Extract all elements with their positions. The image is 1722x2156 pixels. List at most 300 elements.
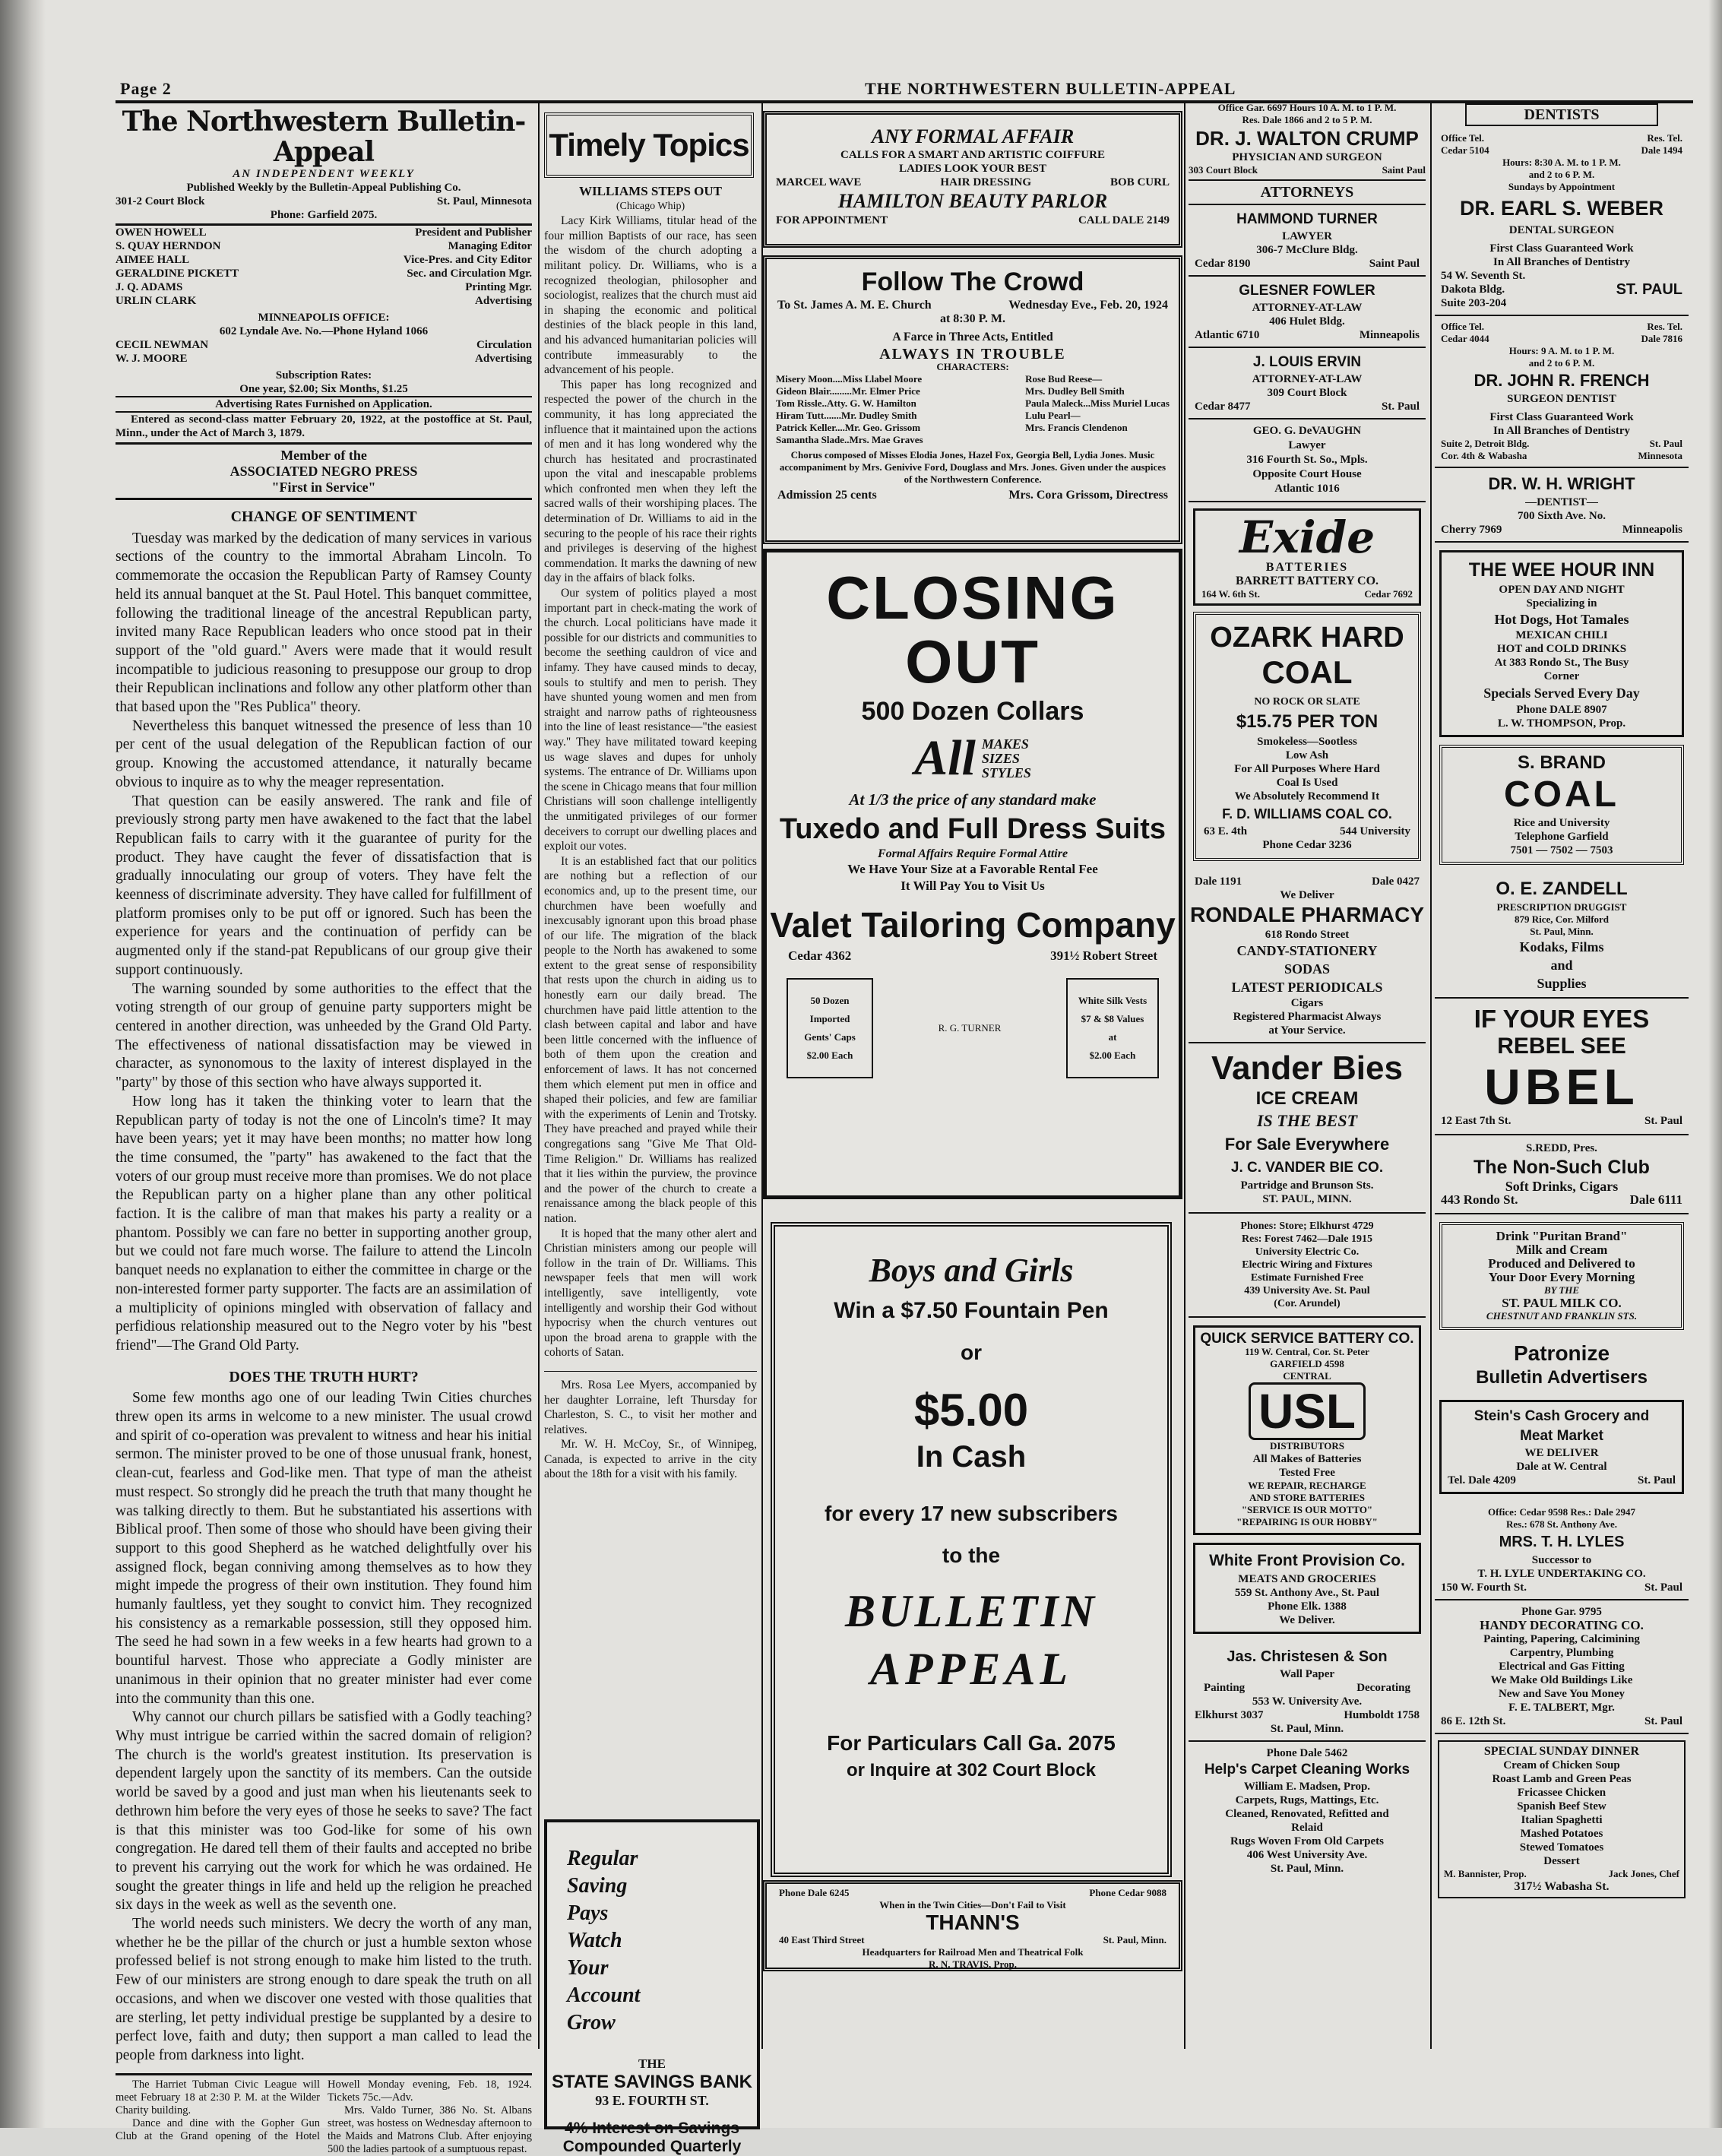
electric-line: Estimate Furnished Free (1250, 1272, 1364, 1284)
christesen-name: Jas. Christesen & Son (1227, 1648, 1388, 1665)
dinner-item: Mashed Potatoes (1520, 1828, 1603, 1840)
valet-makes: MAKES (981, 736, 1029, 752)
crowd-admission: Admission 25 cents (777, 489, 877, 502)
milk-line-1: Drink "Puritan Brand" (1496, 1229, 1628, 1243)
valet-out: OUT (905, 628, 1040, 695)
staff-name: AIMEE HALL (116, 254, 190, 266)
staff-role: Printing Mgr. (465, 281, 532, 293)
usl-distributors: DISTRIBUTORS (1269, 1440, 1345, 1452)
notice-item: Dance and dine with the Gopher Gun Club at the Grand opening of the Hotel Howell Monday evening, Feb. 18, 1924. Tickets 75c.—Adv. (116, 2078, 532, 2142)
whitefront-line-3: Phone Elk. 1388 (1268, 1600, 1347, 1613)
attorney-city: Minneapolis (1359, 329, 1420, 341)
bank-slogan-line: Regular (567, 1847, 638, 1870)
ozark-price: $15.75 PER TON (1236, 711, 1379, 732)
helps-line-6: 406 West University Ave. (1246, 1849, 1368, 1861)
university-electric-ad (1189, 1214, 1426, 1318)
weehour-line-3: Hot Dogs, Hot Tamales (1494, 612, 1629, 627)
nonsuch-address: 443 Rondo St. (1441, 1192, 1518, 1207)
vanderbies-line-1: ICE CREAM (1255, 1088, 1359, 1109)
usl-phone: GARFIELD 4598 (1270, 1358, 1344, 1369)
crump-city: Saint Paul (1382, 164, 1426, 176)
column-rule (538, 103, 540, 2049)
ubel-line-1: IF YOUR EYES (1474, 1005, 1650, 1033)
weber-address-1: 54 W. Seventh St. (1441, 270, 1526, 282)
weber-hours-3: Sundays by Appointment (1508, 181, 1616, 192)
electric-line: Electric Wiring and Fixtures (1242, 1259, 1372, 1271)
helps-line-5: Rugs Woven From Old Carpets (1230, 1835, 1384, 1847)
contest-call: For Particulars Call Ga. 2075 (827, 1731, 1116, 1755)
editorial-paragraph: Nevertheless this banquet witnessed the presence of less than 10 per cent of the usual delegation of the Republican faction of our group. Knowing the accustomed attendance, it naturally became obvious to inquire as to why the meager representation. (116, 717, 532, 790)
attorney-listing (1189, 348, 1426, 419)
rondale-line-5: Registered Pharmacist Always (1233, 1011, 1382, 1023)
handy-line-2: Painting, Papering, Calcimining (1483, 1633, 1640, 1645)
christesen-line-2: Painting (1204, 1682, 1246, 1694)
anp-name: ASSOCIATED NEGRO PRESS (229, 464, 418, 479)
ubel-address: 12 East 7th St. (1441, 1115, 1511, 1127)
weber-city: ST. PAUL (1616, 281, 1682, 298)
dinner-item: Roast Lamb and Green Peas (1492, 1773, 1632, 1785)
ozark-address-2: 544 University (1340, 825, 1410, 837)
thanns-ad (763, 1880, 1182, 1971)
stein-line-1: Stein's Cash Grocery and (1474, 1408, 1650, 1424)
valet-caps-box (787, 978, 873, 1078)
thann-city: St. Paul, Minn. (1103, 1934, 1166, 1945)
devaughn-line: GEO. G. DeVAUGHN (1252, 425, 1362, 437)
nonsuch-pres: S.REDD, Pres. (1526, 1142, 1597, 1154)
attorney-name: J. LOUIS ERVIN (1252, 354, 1362, 370)
milk-line-6: ST. PAUL MILK CO. (1502, 1296, 1622, 1310)
staff-row (116, 280, 532, 294)
article-paragraph: It is hoped that the many other alert and Christian ministers among our people will follow in the train of Dr. Williams. This newspaper feels that men will work intelligently, save intelligently, vote intelligently and worship their God without hypocrisy when the church ventures out upon the broad arena to grapple with the cohorts of Satan. (544, 1227, 757, 1360)
staff-role: Advertising (475, 295, 532, 307)
usl-central: CENTRAL (1283, 1370, 1331, 1382)
thann-address: 40 East Third Street (779, 1934, 865, 1945)
anp-motto: "First in Service" (116, 480, 532, 500)
handy-line-3: Carpentry, Plumbing (1509, 1647, 1614, 1659)
exide-sub: BATTERIES (1265, 561, 1349, 574)
page-number: Page 2 (120, 79, 172, 98)
cast-member: Hiram Tutt.......Mr. Dudley Smith (776, 410, 917, 421)
editorial-paragraph: Tuesday was marked by the dedication of many services in various sections of the country to the immortal Abraham Lincoln. To commemorate the occasion the Republican Party of Ramsey County held its annual banquet at the St. Paul Hotel. This banquet committee, following the traditional lineage of the ancestral Republican party, invited many Race Republican leaders who once stood pat in their support of the "old guard." Avers were made that it would result incompatible to judicious reasoning to presuppose our group to drop their Republican inclinations and follow any other platform other than that based upon the "Res Publica" theory. (116, 530, 532, 716)
cast-member: Mrs. Dudley Bell Smith (1025, 385, 1125, 397)
cast-member: Rose Bud Reese— (1025, 373, 1103, 385)
running-head: THE NORTHWESTERN BULLETIN-APPEAL (865, 79, 1236, 98)
electric-line: Phones: Store; Elkhurst 4729 (1240, 1220, 1374, 1232)
bank-slogan-line: Grow (567, 2011, 616, 2034)
whitefront-line-2: 559 St. Anthony Ave., St. Paul (1234, 1587, 1380, 1599)
zandell-line-1: PRESCRIPTION DRUGGIST (1496, 901, 1627, 913)
editorial-column (116, 106, 532, 2155)
weehour-line-9: Phone DALE 8907 (1516, 704, 1607, 716)
crump-office-hours: Office Gar. 6697 Hours 10 A. M. to 1 P. M. (1217, 102, 1397, 113)
attorney-city: St. Paul (1381, 400, 1420, 413)
crump-address: 303 Court Block (1189, 164, 1258, 176)
thann-hq: Headquarters for Railroad Men and Theatrical Folk (862, 1946, 1084, 1958)
contest-or: or (961, 1341, 982, 1364)
vanderbies-line-3: For Sale Everywhere (1224, 1135, 1390, 1154)
french-name: DR. JOHN R. FRENCH (1474, 371, 1650, 390)
thann-phone-1: Phone Dale 6245 (779, 1887, 850, 1898)
lyles-city: St. Paul (1644, 1581, 1682, 1594)
stein-line-2: Meat Market (1520, 1428, 1603, 1444)
french-address-1: Suite 2, Detroit Bldg. (1441, 438, 1530, 449)
contest-inquire: or Inquire at 302 Court Block (846, 1760, 1097, 1781)
state-savings-bank-ad (544, 1819, 760, 2155)
ozark-company: F. D. WILLIAMS COAL CO. (1222, 806, 1392, 822)
crowd-farce: A Farce in Three Acts, Entitled (892, 331, 1053, 344)
weehour-line-8: Specials Served Every Day (1483, 685, 1640, 701)
valet-rental: We Have Your Size at a Favorable Rental Fee (847, 862, 1098, 876)
rondale-line-2: SODAS (1284, 961, 1331, 977)
attorneys-head: ATTORNEYS (1189, 181, 1426, 205)
vanderbies-line-2: IS THE BEST (1256, 1111, 1358, 1130)
editorial-1-body (116, 530, 532, 1356)
helps-name: Help's Carpet Cleaning Works (1204, 1762, 1410, 1778)
attorney-listing (1189, 277, 1426, 348)
thann-tagline: When in the Twin Cities—Don't Fail to Visit (879, 1899, 1066, 1911)
devaughn-line: Opposite Court House (1252, 468, 1362, 480)
hamilton-line-2: CALLS FOR A SMART AND ARTISTIC COIFFURE (840, 149, 1105, 161)
crowd-characters-head: CHARACTERS: (936, 361, 1009, 372)
mpls-office-head: MINNEAPOLIS OFFICE: (258, 312, 390, 324)
valet-name: Valet Tailoring Company (770, 905, 1176, 945)
article-title: WILLIAMS STEPS OUT (579, 184, 722, 198)
rates: One year, $2.00; Six Months, $1.25 (116, 382, 532, 397)
zandell-line-5: and (1550, 958, 1573, 973)
staff-name: GERALDINE PICKETT (116, 268, 239, 280)
column-rule (1184, 103, 1185, 2049)
weber-office-phone: Cedar 5104 (1441, 144, 1489, 156)
weber-office-label: Office Tel. (1441, 132, 1485, 144)
bank-slogan-line: Saving (567, 1874, 628, 1898)
electric-line: (Cor. Arundel) (1274, 1298, 1341, 1309)
dinner-item: Dessert (1543, 1855, 1580, 1867)
rondale-phone-2: Dale 0427 (1372, 875, 1420, 888)
editorial-paragraph: Why cannot our church pillars be satisfied with a Godly teaching? Why must intrigue be carried within the sacred domain of religion? The church is the world's greatest institution. Its preservation is dependent largely upon the sanctity of its members. Can the outside world be saved by a good and just man when his lieutenants seek to dethrown him before the very eyes of those he seeks to save? The fact is that this minister was too God-like for some of his own congregation. He dared tell them of their faults and accepted no bribe to prevent his carrying out the work for which he was ordained. He sought the greater things in life and held up the religion he preached six days in the week as well as the seventh one. (116, 1709, 532, 1914)
dinner-item: Fricassee Chicken (1517, 1787, 1606, 1799)
valet-vests-line: at (1108, 1031, 1117, 1043)
dinner-menu (1439, 1759, 1684, 1868)
local-item: Mrs. Rosa Lee Myers, accompanied by her daughter Lorraine, left Thursday for Charleston, S. C., to visit her mother and relatives. (544, 1378, 757, 1436)
exide-company: BARRETT BATTERY CO. (1235, 575, 1379, 587)
french-hours-2: and 2 to 6 P. M. (1528, 357, 1595, 369)
french-work-2: In All Branches of Dentistry (1493, 425, 1630, 437)
crump-res: Res. Dale 1866 and 2 to 5 P. M. (1242, 114, 1372, 125)
dinner-chef: Jack Jones, Chef (1608, 1868, 1679, 1879)
masthead-title: The Northwestern Bulletin-Appeal (122, 106, 526, 168)
crump-title: PHYSICIAN AND SURGEON (1232, 151, 1382, 163)
notices (116, 2073, 532, 2156)
contest-to-the: to the (942, 1543, 1001, 1567)
local-news (544, 1371, 757, 1482)
lyles-address: 150 W. Fourth St. (1441, 1581, 1527, 1594)
vanderbies-city: ST. PAUL, MINN. (1262, 1193, 1352, 1205)
weehour-line-10: L. W. THOMPSON, Prop. (1497, 717, 1626, 730)
thann-name: THANN'S (926, 1911, 1020, 1934)
valet-tailoring-ad (763, 549, 1182, 1199)
attorney-title: LAWYER (1282, 230, 1332, 242)
thann-prop: R. N. TRAVIS, Prop. (929, 1958, 1017, 1970)
stein-line-4: Dale at W. Central (1516, 1461, 1607, 1473)
rondale-line-4: Cigars (1290, 997, 1324, 1009)
wright-name: DR. W. H. WRIGHT (1488, 474, 1635, 493)
devaughn-line: Lawyer (1288, 439, 1326, 451)
devaughn-listing (1189, 419, 1426, 502)
usl-line-6: "REPAIRING IS OUR HOBBY" (1236, 1516, 1378, 1528)
ozark-line-3: NO ROCK OR SLATE (1254, 696, 1360, 708)
bank-address: 93 E. FOURTH ST. (595, 2093, 709, 2108)
attorney-title: ATTORNEY-AT-LAW (1252, 302, 1363, 314)
staff-name: W. J. MOORE (116, 353, 188, 365)
nonsuch-phone: Dale 6111 (1629, 1192, 1682, 1207)
valet-caps-line: Gents' Caps (804, 1031, 856, 1043)
usl-logo-icon: USL (1249, 1382, 1366, 1440)
notice-item: Mrs. Valdo Turner, 386 No. St. Albans street, was hostess on Wednesday afternoon to the Maids and Matrons Club. After enjoying 500 the ladies partook of a sumptuous repast. (328, 2104, 532, 2155)
article-paragraph: Lacy Kirk Williams, titular head of the four million Baptists of our race, has seen the wisdom of the church adopting a militant policy. Dr. Williams, who is a recognized theologian, philosopher and sociologist, realizes that the church must aid in shaping the economic and political destinies of the black people in this land, and his advanced humanitarian policies will contribute immeasurably to the advancement of his people. (544, 214, 757, 377)
vanderbies-company: J. C. VANDER BIE CO. (1230, 1160, 1384, 1176)
editorial-paragraph: That question can be easily answered. The rank and file of previously strong party men have awakened to the fact that the label Republican fails to carry with it the guarantee of purity for the product. They have caught the fever of dissatisfaction that is gradually innoculating our group of voters. They have felt the keenness of discriminate adversity. They have called for fulfillment of platform promises only to be put off or ignored. Such has been the experience for years and the continuation of perfidy can be augmented only if the stand-pat Republicans of our group give their support continuously. (116, 793, 532, 978)
rondale-line-1: CANDY-STATIONERY (1236, 943, 1378, 958)
lyles-line-1: Office: Cedar 9598 Res.: Dale 2947 (1488, 1506, 1635, 1518)
rates-head: Subscription Rates: (275, 369, 372, 381)
staff-name: OWEN HOWELL (116, 226, 207, 239)
bank-interest-2: Compounded Quarterly (562, 2138, 742, 2155)
notice-item: The Harriet Tubman Civic League will meet February 18 at 2:30 P. M. at the Wilder Charity building. (116, 2078, 320, 2116)
ozark-address-1: 63 E. 4th (1204, 825, 1248, 837)
valet-vests-line: White Silk Vests (1078, 995, 1147, 1006)
subscriber-contest-ad (771, 1222, 1172, 1877)
weber-hours-1: Hours: 8:30 A. M. to 1 P. M. (1502, 157, 1621, 168)
french-city-1: St. Paul (1649, 438, 1682, 449)
rondale-address: 618 Rondo Street (1265, 929, 1350, 941)
crowd-church: To St. James A. M. E. Church (777, 299, 932, 312)
sbrand-line-4: Telephone Garfield (1515, 831, 1609, 843)
staff-name: CECIL NEWMAN (116, 339, 209, 351)
attorney-address: 406 Hulet Bldg. (1269, 315, 1345, 328)
office-phone: Phone: Garfield 2075. (116, 208, 532, 226)
electric-line: University Electric Co. (1255, 1246, 1360, 1258)
attorney-address: 309 Court Block (1267, 387, 1347, 399)
ozark-phone: Phone Cedar 3236 (1262, 839, 1352, 851)
milk-line-7: CHESTNUT AND FRANKLIN STS. (1486, 1310, 1638, 1322)
editorial-paragraph: The warning sounded by some authorities to the effect that the voting strength of our group of genuine party supporters might be centered in another direction, was unheeded by the Grand Old Party. The effectiveness of national dissatisfaction may be viewed in character, as synonomous to the laxity of interest displayed in the "party" by those of this section who have always supported it. (116, 980, 532, 1091)
staff-role: Vice-Pres. and City Editor (403, 254, 532, 266)
handy-name: HANDY DECORATING CO. (1480, 1618, 1644, 1632)
contest-prize: Win a $7.50 Fountain Pen (834, 1298, 1109, 1323)
cast-member: Gideon Blair.........Mr. Elmer Price (776, 385, 920, 397)
french-city-2: Minnesota (1638, 450, 1682, 461)
staff-row (116, 352, 532, 366)
weber-work-1: First Class Guaranteed Work (1489, 242, 1634, 255)
electric-line: 439 University Ave. St. Paul (1244, 1285, 1370, 1296)
weber-res-label: Res. Tel. (1647, 132, 1682, 144)
hamilton-service-1: MARCEL WAVE (776, 176, 862, 188)
attorney-listings (1189, 205, 1426, 419)
weber-address-3: Suite 203-204 (1441, 297, 1507, 309)
usl-line-4: AND STORE BATTERIES (1249, 1492, 1365, 1503)
christesen-phone-2: Humboldt 1758 (1344, 1709, 1420, 1721)
cast-member: Mrs. Francis Clendenon (1025, 422, 1128, 433)
zandell-line-2: 879 Rice, Cor. Milford (1514, 913, 1610, 925)
bank-the: THE (638, 2056, 666, 2071)
hamilton-headline: ANY FORMAL AFFAIR (871, 125, 1075, 147)
ozark-line-6: Low Ash (1285, 749, 1329, 761)
rondale-deliver: We Deliver (1280, 889, 1334, 901)
french-office-phone: Cedar 4044 (1441, 333, 1489, 344)
sbrand-line-1: S. BRAND (1517, 752, 1606, 773)
staff-row (116, 239, 532, 253)
crowd-play-title: ALWAYS IN TROUBLE (879, 346, 1066, 362)
office-city: St. Paul, Minnesota (436, 195, 532, 207)
sbrand-line-5: 7501 — 7502 — 7503 (1510, 844, 1613, 856)
postal-entry: Entered as second-class matter February 20, 1922, at the postoffice at St. Paul, Minn., under the Act of March 3, 1879. (116, 413, 532, 445)
weber-work-2: In All Branches of Dentistry (1493, 256, 1630, 268)
ozark-title: OZARK HARD (1210, 622, 1404, 654)
rondale-line-3: LATEST PERIODICALS (1231, 980, 1383, 995)
valet-all: All (914, 730, 976, 786)
staff-role: Sec. and Circulation Mgr. (407, 268, 532, 280)
exide-address: 164 W. 6th St. (1201, 588, 1260, 600)
staff-role: Managing Editor (448, 240, 532, 252)
rondale-phone-1: Dale 1191 (1195, 875, 1242, 888)
hamilton-phone: CALL DALE 2149 (1078, 214, 1170, 226)
valet-vests-box (1066, 978, 1159, 1078)
staff-role: Circulation (476, 339, 532, 351)
hamilton-beauty-parlor-ad (763, 111, 1182, 248)
nonsuch-line-1: Soft Drinks, Cigars (1505, 1179, 1619, 1194)
sbrand-coal: COAL (1504, 774, 1619, 815)
wright-phone: Cherry 7969 (1441, 524, 1502, 536)
weehour-line-1: OPEN DAY AND NIGHT (1499, 584, 1625, 596)
handy-line-7: F. E. TALBERT, Mgr. (1508, 1702, 1615, 1714)
contest-headline: Boys and Girls (869, 1252, 1074, 1289)
handy-address: 86 E. 12th St. (1441, 1715, 1506, 1727)
staff-row (116, 294, 532, 308)
christesen-phone-1: Elkhurst 3037 (1195, 1709, 1264, 1721)
helps-line-1: William E. Madsen, Prop. (1243, 1781, 1371, 1793)
valet-caps-line: 50 Dozen (810, 995, 850, 1006)
timely-topics-title: Timely Topics (549, 127, 749, 163)
staff-row (116, 226, 532, 239)
article-paragraph: It is an established fact that our politics are nothing but a reflection of our economics and, up to the present time, our churchmen have been woefully and inexcusably ignorant upon this broad phase of our life. The migration of the black people to the North has awakened to some extent to the great sense of responsibility that rests upon the church in aiding us to honestly earn our daily bread. The churchmen have paid little attention to the clash between capital and labor and have been little concerned with the influence of both of them upon the creation and enforcement of laws. It has not concerned them which element put men in office and shaped their policies, and few are familiar with the experiments of Lenin and Trotsky. They have preached and prayed while their congregations sang "Give Me That Old-Time Religion." Dr. Williams has realized that it lies within the purview, the province and the power of the church to create a renaissance among the black people of this nation. (544, 854, 757, 1225)
attorney-phone: Cedar 8477 (1195, 400, 1251, 413)
helps-line-3: Cleaned, Renovated, Refitted and (1225, 1808, 1389, 1820)
handy-city: St. Paul (1644, 1715, 1682, 1727)
handy-line-5: We Make Old Buildings Like (1490, 1674, 1633, 1686)
attorney-city: Saint Paul (1369, 258, 1420, 270)
cast-member: Paula Maleck...Miss Muriel Lucas (1025, 397, 1170, 409)
staff-row (116, 253, 532, 267)
french-hours-1: Hours: 9 A. M. to 1 P. M. (1508, 345, 1615, 356)
crowd-director: Mrs. Cora Grissom, Directress (1008, 489, 1168, 502)
article-paragraph: This paper has long recognized and respected the power of the church in the community, it has long appreciated the influence that it maintained upon the actions of men and it has long wondered why the church has hesitated and procrastinated upon the vital and inescapable problems which confronted men when they left the sacred walls of their worshiping places. The determination of Dr. Williams to aid in the securing to the people of his race their rights and privileges is deserving of the highest commendation. It marks the dawning of new day in the affairs of black folks. (544, 378, 757, 585)
weber-name: DR. EARL S. WEBER (1459, 197, 1664, 220)
valet-caps-line: Imported (809, 1013, 850, 1024)
christesen-city: St. Paul, Minn. (1270, 1723, 1344, 1735)
wright-address: 700 Sixth Ave. No. (1518, 510, 1606, 522)
staff-row (116, 267, 532, 280)
valet-vests-line: $7 & $8 Values (1081, 1013, 1144, 1024)
ubel-city: St. Paul (1644, 1115, 1682, 1127)
usl-line-1: All Makes of Batteries (1252, 1453, 1362, 1465)
valet-closing: CLOSING (826, 564, 1119, 632)
french-res-phone: Dale 7816 (1641, 333, 1682, 344)
french-res-label: Res. Tel. (1647, 321, 1682, 332)
hamilton-service-3: BOB CURL (1110, 176, 1170, 188)
valet-formal: Formal Affairs Require Formal Attire (877, 847, 1068, 860)
valet-phone: Cedar 4362 (788, 948, 852, 963)
thann-phone-2: Phone Cedar 9088 (1089, 1887, 1166, 1898)
stein-city: St. Paul (1637, 1474, 1676, 1486)
weber-res-phone: Dale 1494 (1641, 144, 1682, 156)
valet-owner: R. G. TURNER (938, 1022, 1002, 1034)
christesen-address: 553 W. University Ave. (1252, 1695, 1363, 1708)
attorney-name: GLESNER FOWLER (1239, 283, 1375, 299)
mpls-office-address: 602 Lyndale Ave. No.—Phone Hyland 1066 (219, 325, 429, 337)
attorney-phone: Atlantic 6710 (1195, 329, 1260, 341)
bank-slogan-line: Account (567, 1983, 641, 2007)
dentists-head: DENTISTS (1465, 103, 1658, 126)
french-work-1: First Class Guaranteed Work (1489, 411, 1634, 423)
weber-address-2: Dakota Bldg. (1441, 283, 1505, 296)
milk-line-2: Milk and Cream (1515, 1243, 1608, 1257)
contest-in-cash: In Cash (916, 1440, 1027, 1474)
wright-title: —DENTIST— (1525, 496, 1598, 508)
article-body (544, 214, 757, 1360)
french-address-2: Cor. 4th & Wabasha (1441, 450, 1527, 461)
french-title: SURGEON DENTIST (1507, 393, 1616, 405)
valet-suits: Tuxedo and Full Dress Suits (779, 813, 1166, 845)
dinner-item: Cream of Chicken Soup (1503, 1759, 1620, 1771)
exide-phone: Cedar 7692 (1364, 588, 1413, 600)
ozark-line-9: We Absolutely Recommend It (1234, 790, 1380, 803)
valet-price: At 1/3 the price of any standard make (849, 790, 1097, 809)
patronize-line-2: Bulletin Advertisers (1476, 1367, 1648, 1388)
handy-phone: Phone Gar. 9795 (1521, 1606, 1602, 1618)
advertising-rates: Advertising Rates Furnished on Application. (116, 397, 532, 413)
dinner-head: SPECIAL SUNDAY DINNER (1483, 1745, 1640, 1758)
article-paragraph: Our system of politics played a most important part in check-mating the work of the church. Local politicians have made it possible for our districts and communities to become the seething cauldron of vice and infamy. They have caused minds to decay, souls to stultify and men to perish. They have shunted young women and men from straight and narrow paths of righteousness into the line of least resistance—"the easiest way." They have militated toward keeping us wage slaves and dupes for unholy systems. The entrance of Dr. Williams upon the scene in Chicago means that four million Christians will soon challenge intelligently the unmitigated privileges of our former deceivers to corrupt our dwelling places and exploit our votes. (544, 587, 757, 853)
attorney-listing (1189, 205, 1426, 277)
hamilton-service-2: HAIR DRESSING (940, 176, 1032, 188)
editorial-paragraph: The world needs such ministers. We decry the worth of any man, whether he be the pillar of the church or just a humble sexton whose professed belief is not strong enough to make him listed to the truth. Few of our ministers are strong enough to dare speak the truth on all occasions, and when we discover one vested with those qualities that are sterling, let petty individual prestige be supplanted by a desire to perfect love, faith and duty; then support a man called to lead the people from darkness into light. (116, 1916, 532, 2063)
whitefront-name: White Front Provision Co. (1209, 1552, 1405, 1569)
lyles-name: MRS. T. H. LYLES (1499, 1534, 1625, 1550)
dinner-item: Italian Spaghetti (1521, 1814, 1603, 1826)
local-item: Mr. W. H. McCoy, Sr., of Winnipeg, Canada, is expected to arrive in the city about the 18th for a visit with his family. (544, 1438, 757, 1481)
whitefront-line-4: We Deliver. (1279, 1614, 1335, 1626)
exide-logo: Exide (1239, 511, 1375, 563)
valet-address: 391½ Robert Street (1050, 948, 1157, 963)
valet-collars: 500 Dozen Collars (861, 697, 1084, 726)
weehour-line-5: HOT and COLD DRINKS (1496, 643, 1627, 655)
sbrand-line-3: Rice and University (1513, 817, 1610, 829)
lyles-line-2: Res.: 678 St. Anthony Ave. (1505, 1518, 1618, 1530)
staff-name: S. QUAY HERNDON (116, 240, 221, 252)
valet-sizes: SIZES (981, 750, 1020, 766)
dentists-column (1435, 102, 1689, 2047)
crowd-date: Wednesday Eve., Feb. 20, 1924 (1008, 299, 1168, 312)
hamilton-name: HAMILTON BEAUTY PARLOR (837, 190, 1108, 212)
devaughn-line: 316 Fourth St. So., Mpls. (1246, 454, 1368, 466)
ubel-line-2: REBEL SEE (1497, 1034, 1626, 1059)
valet-caps-line: $2.00 Each (806, 1050, 853, 1061)
rondale-name: RONDALE PHARMACY (1190, 903, 1424, 926)
masthead-tagline: AN INDEPENDENT WEEKLY (233, 168, 415, 180)
french-office-label: Office Tel. (1441, 321, 1485, 332)
helps-line-4: Relaid (1291, 1822, 1323, 1834)
cast-member: Misery Moon....Miss Llabel Moore (776, 373, 923, 385)
